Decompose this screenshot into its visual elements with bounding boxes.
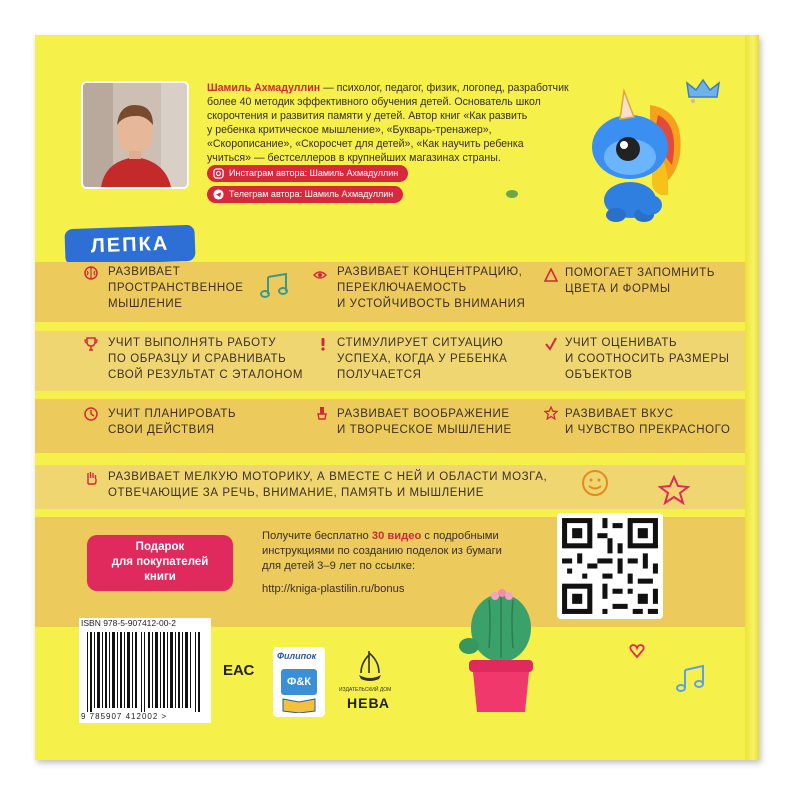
bonus-link[interactable]: http://kniga-plastilin.ru/bonus	[262, 583, 405, 595]
star-icon	[544, 406, 558, 420]
instagram-link[interactable]: Инстаграм автора: Шамиль Ахмадуллин	[207, 165, 408, 182]
smiley-doodle-icon	[581, 469, 609, 497]
brain-icon	[84, 266, 98, 280]
book-icon	[281, 697, 317, 713]
brush-icon	[315, 406, 329, 420]
exclamation-icon	[316, 337, 330, 351]
eac-mark: ЕАС	[223, 662, 255, 679]
book-spine	[745, 35, 759, 760]
cactus-figure	[455, 588, 547, 716]
music-note-doodle-icon	[260, 273, 292, 299]
music-note-doodle-2-icon	[675, 662, 709, 696]
feature-success: СТИМУЛИРУЕТ СИТУАЦИЮ УСПЕХА, КОГДА У РЕБЕНКА ПОЛУЧАЕТСЯ	[337, 337, 508, 381]
feature-compare: УЧИТ ВЫПОЛНЯТЬ РАБОТУ ПО ОБРАЗЦУ И СРАВНИВАТЬ СВОЙ РЕЗУЛЬТАТ С ЭТАЛОНОМ	[108, 337, 304, 381]
check-icon	[544, 337, 558, 351]
author-photo	[81, 81, 189, 189]
filipok-logo: Филипок Ф&К	[273, 647, 325, 717]
instagram-icon	[213, 168, 224, 179]
author-name: Шамиль Ахмадуллин	[207, 82, 321, 94]
telegram-link[interactable]: Телеграм автора: Шамиль Ахмадуллин	[207, 186, 403, 203]
isbn-barcode: ISBN 978-5-907412-00-2 9 785907 412002 >	[79, 618, 211, 723]
feature-colors: ПОМОГАЕТ ЗАПОМНИТЬ ЦВЕТА И ФОРМЫ	[565, 267, 715, 295]
feature-planning: УЧИТ ПЛАНИРОВАТЬ СВОИ ДЕЙСТВИЯ	[108, 408, 237, 436]
clock-icon	[84, 407, 98, 421]
ship-icon	[353, 649, 387, 685]
book-back-cover	[35, 35, 759, 760]
leaf-doodle-icon	[505, 187, 519, 201]
feature-imagination: РАЗВИВАЕТ ВООБРАЖЕНИЕ И ТВОРЧЕСКОЕ МЫШЛЕНИЕ	[337, 408, 512, 436]
telegram-icon	[213, 189, 224, 200]
feature-taste: РАЗВИВАЕТ ВКУС И ЧУВСТВО ПРЕКРАСНОГО	[565, 408, 731, 436]
neva-logo: ИЗДАТЕЛЬСКИЙ ДОМ НЕВА	[339, 649, 399, 719]
star-doodle-icon	[658, 475, 690, 505]
eye-icon	[313, 268, 327, 282]
qr-code[interactable]	[557, 513, 663, 619]
trophy-icon	[84, 337, 98, 351]
feature-sizes: УЧИТ ОЦЕНИВАТЬ И СООТНОСИТЬ РАЗМЕРЫ ОБЪЕКТОВ	[565, 337, 730, 381]
feature-motor-skills: РАЗВИВАЕТ МЕЛКУЮ МОТОРИКУ, А ВМЕСТЕ С НЕЙ И ОБЛАСТИ МОЗГА, ОТВЕЧАЮЩИЕ ЗА РЕЧЬ, ВНИМАНИЕ, ПАМЯТЬ И МЫШЛЕНИЕ	[108, 471, 548, 499]
gift-badge: Подарок для покупателей книги	[87, 535, 233, 591]
hand-icon	[84, 471, 98, 485]
feature-spatial: РАЗВИВАЕТ ПРОСТРАНСТВЕННОЕ МЫШЛЕНИЕ	[108, 266, 244, 310]
feature-concentration: РАЗВИВАЕТ КОНЦЕНТРАЦИЮ, ПЕРЕКЛЮЧАЕМОСТЬ И УСТОЙЧИВОСТЬ ВНИМАНИЯ	[337, 266, 526, 310]
lepka-badge: ЛЕПКА	[64, 225, 195, 266]
triangle-icon	[544, 268, 558, 282]
heart-doodle-icon	[629, 643, 645, 659]
unicorn-figure	[580, 85, 700, 225]
author-bio: Шамиль Ахмадуллин — психолог, педагог, физик, логопед, разработчик более 40 методик эффективного обучения детей. Основатель школ скорочтения и развития памяти у детей. Автор книг «Как развить у ребенка критическое мышление», «Букварь-тренажер», «Скорописание», «Скоросчет для детей», «Как научить ребенка учиться» — бестселлеров в крупнейших магазинах страны.	[207, 82, 569, 164]
promo-text: Получите бесплатно 30 видео с подробными инструкциями по созданию поделок из бумаги для детей 3–9 лет по ссылке:	[262, 530, 502, 572]
barcode	[85, 632, 205, 712]
